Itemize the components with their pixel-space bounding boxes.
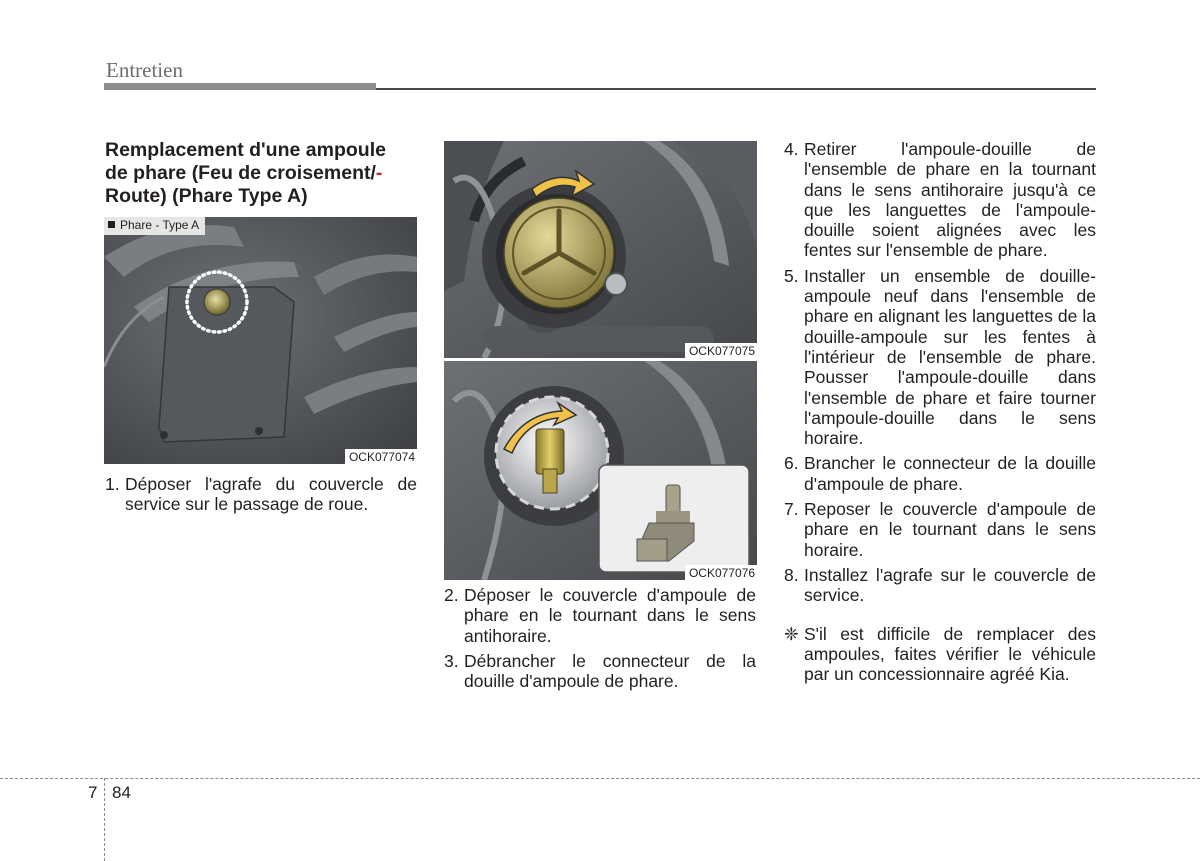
figure-code: OCK077074 [345, 449, 417, 464]
step-item: 5. Installer un ensemble de douille-ampoule neuf dans l'ensemble de phare en alignant les languettes de la douille-ampoule sur les fentes à l'intérieur de l'ensemble de phare. Pousser l'ampoule-douille dans l'ensemble de phare et faire tourner l'ampoule-douille dans le sens horaire. [784, 265, 1096, 449]
steps-column-right [784, 139, 1096, 684]
figure-code: OCK077076 [685, 565, 757, 580]
step-item: 7. Reposer le couvercle d'ampoule de phare en le tournant dans le sens horaire. [784, 499, 1096, 560]
footer-divider [104, 778, 105, 861]
step-item: 2. Déposer le couvercle d'ampoule de phare en le tournant dans le sens antihoraire. [444, 585, 756, 646]
step-item: 6. Brancher le connecteur de la douille d'ampoule de phare. [784, 453, 1096, 494]
heading-line-3: Route) (Phare Type A) [105, 185, 308, 207]
figure-service-cover [104, 217, 417, 464]
note-icon: ❈ [784, 623, 799, 644]
step-item: 1. Déposer l'agrafe du couvercle de service sur le passage de roue. [105, 474, 417, 515]
heading-line-1: Remplacement d'une ampoule [105, 139, 386, 161]
page-number: 84 [112, 783, 131, 802]
figure-headlamp-cover [444, 141, 757, 358]
heading-line-2: de phare (Feu de croisement/- [105, 162, 383, 184]
figure-bulb-socket [444, 361, 757, 580]
note: ❈ S'il est difficile de remplacer des ampoules, faites vérifier le véhicule par un concessionnaire agréé Kia. [784, 623, 1096, 685]
section-title: Entretien [106, 58, 183, 82]
heading-separator: - [375, 162, 383, 184]
chapter-number: 7 [88, 783, 98, 802]
service-cover-illustration [104, 217, 417, 464]
figure-label: Phare - Type A [104, 217, 205, 235]
bulb-socket-illustration [444, 361, 757, 580]
step-item: 8. Installez l'agrafe sur le couvercle de service. [784, 564, 1096, 606]
step-item: 3. Débrancher le connecteur de la douille d'ampoule de phare. [444, 650, 756, 692]
figure-code: OCK077075 [685, 343, 757, 358]
section-heading [105, 139, 417, 208]
square-bullet-icon [108, 221, 115, 228]
steps-column-left [105, 474, 417, 520]
header-rule-thin [376, 88, 1096, 90]
headlamp-cover-illustration [444, 141, 757, 358]
footer-rule [0, 778, 1200, 779]
steps-column-middle [444, 585, 756, 696]
step-item: 4. Retirer l'ampoule-douille de l'ensemble de phare en la tournant dans le sens antihoraire jusqu'à ce que les languettes de l'ampoule-douille soient alignées avec les fentes sur l'ensemble de phare. [784, 139, 1096, 261]
header-rule-thick [104, 83, 376, 90]
